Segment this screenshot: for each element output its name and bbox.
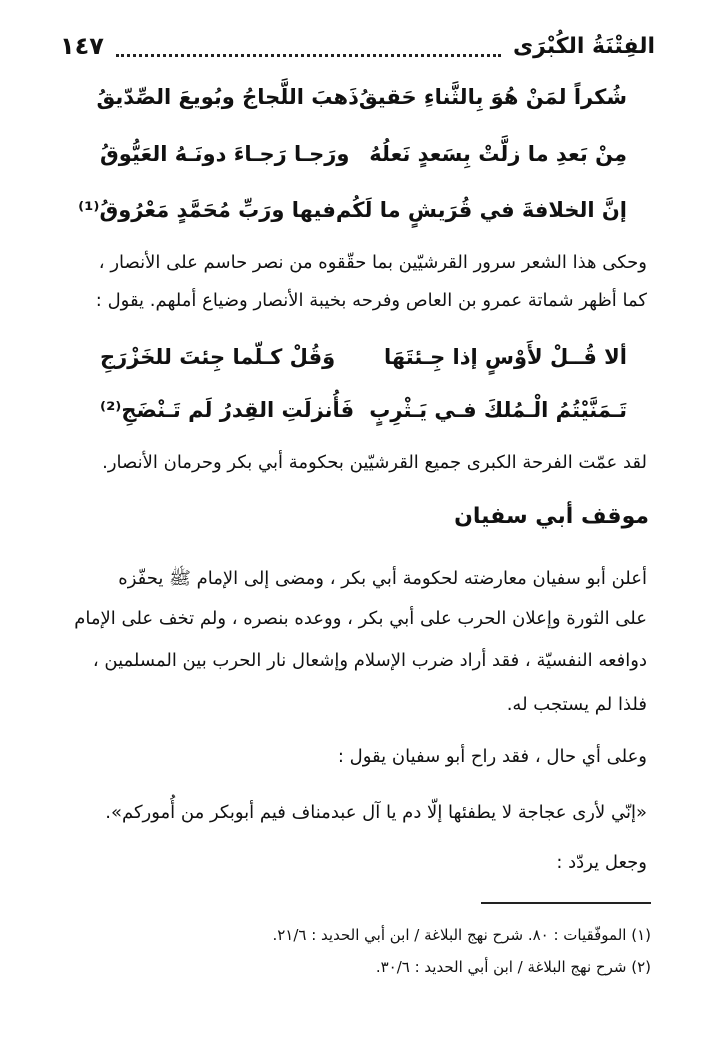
paragraph-line: دوافعه النفسيّة ، فقد أراد ضرب الإسلام وإشعال نار الحرب بين المسلمين ، bbox=[92, 650, 647, 671]
verse-line bbox=[78, 190, 627, 230]
hemistich-right: إنَّ الخلافةَ في قُرَيشٍ ما لَكُم bbox=[335, 198, 627, 222]
hemistich-left: وَقُلْ كـلّما جِئتَ للخَزْرَجِ bbox=[100, 345, 336, 369]
hemistich-right: تَـمَنَّيْتُمُ الْـمُلكَ فـي يَـثْرِبٍ bbox=[369, 398, 627, 422]
hemistich-right: مِنْ بَعدِ ما زلَّتْ بِسَعدٍ نَعلُهُ bbox=[369, 142, 627, 166]
paragraph-line: لقد عمّت الفرحة الكبرى جميع القرشيّين بحكومة أبي بكر وحرمان الأنصار. bbox=[102, 452, 647, 473]
running-header bbox=[60, 26, 655, 66]
hemistich-left: فيها ورَبِّ مُحَمَّدٍ مَعْرُوقُ⁽¹⁾ bbox=[78, 198, 336, 222]
paragraph-line: كما أظهر شماتة عمرو بن العاص وفرحه بخيبة الأنصار وضياع أملهم. يقول : bbox=[95, 290, 647, 311]
verse-line bbox=[96, 77, 627, 117]
footnote: (١) الموفّقيات : ٨٠. شرح نهج البلاغة / ابن أبي الحديد : ٢١/٦. bbox=[272, 926, 651, 944]
page-number: ١٤٧ bbox=[60, 32, 104, 60]
book-title: الفِتْنَةُ الكُبْرَى bbox=[512, 33, 655, 59]
header-leader-dots bbox=[116, 46, 501, 57]
verse-line bbox=[100, 390, 627, 430]
section-heading: موقف أبي سفيان bbox=[454, 504, 649, 529]
verse-line bbox=[100, 134, 627, 174]
quotation: «إنّي لأرى عجاجة لا يطفئها إلّا دم يا آل عبدمناف فيم أبوبكر من أُموركم». bbox=[105, 802, 647, 823]
verse-line bbox=[100, 337, 627, 377]
footnote-separator bbox=[481, 902, 651, 904]
paragraph-line: أعلن أبو سفيان معارضته لحكومة أبي بكر ، ومضى إلى الإمام ﷺ يحفّزه bbox=[118, 568, 647, 589]
paragraph-line: على الثورة وإعلان الحرب على أبي بكر ، ووعده بنصره ، ولم تخف على الإمام bbox=[74, 608, 647, 629]
paragraph-line: فلذا لم يستجب له. bbox=[506, 694, 647, 715]
hemistich-right: ألا قُــلْ لأَوْسٍ إذا جِـئتَهَا bbox=[384, 345, 627, 369]
paragraph-line: وحكى هذا الشعر سرور القرشيّين بما حقّقوه من نصر حاسم على الأنصار ، bbox=[98, 252, 647, 273]
paragraph-line: وجعل يردّد : bbox=[556, 852, 647, 873]
paragraph-line: وعلى أي حال ، فقد راح أبو سفيان يقول : bbox=[337, 746, 647, 767]
hemistich-left: فَأُنزلَتِ القِدرُ لَم تَـنْضَجِ⁽²⁾ bbox=[100, 398, 355, 422]
hemistich-left: ذَهبَ اللَّجاجُ وبُويعَ الصِّدّيقُ bbox=[96, 85, 359, 109]
hemistich-left: ورَجـا رَجـاءَ دونَـهُ العَيُّوقُ bbox=[100, 142, 350, 166]
footnote: (٢) شرح نهج البلاغة / ابن أبي الحديد : ٣٠/٦. bbox=[375, 958, 651, 976]
hemistich-right: شُكراً لمَنْ هُوَ بِالثَّناءِ حَقيقُ bbox=[358, 85, 627, 109]
